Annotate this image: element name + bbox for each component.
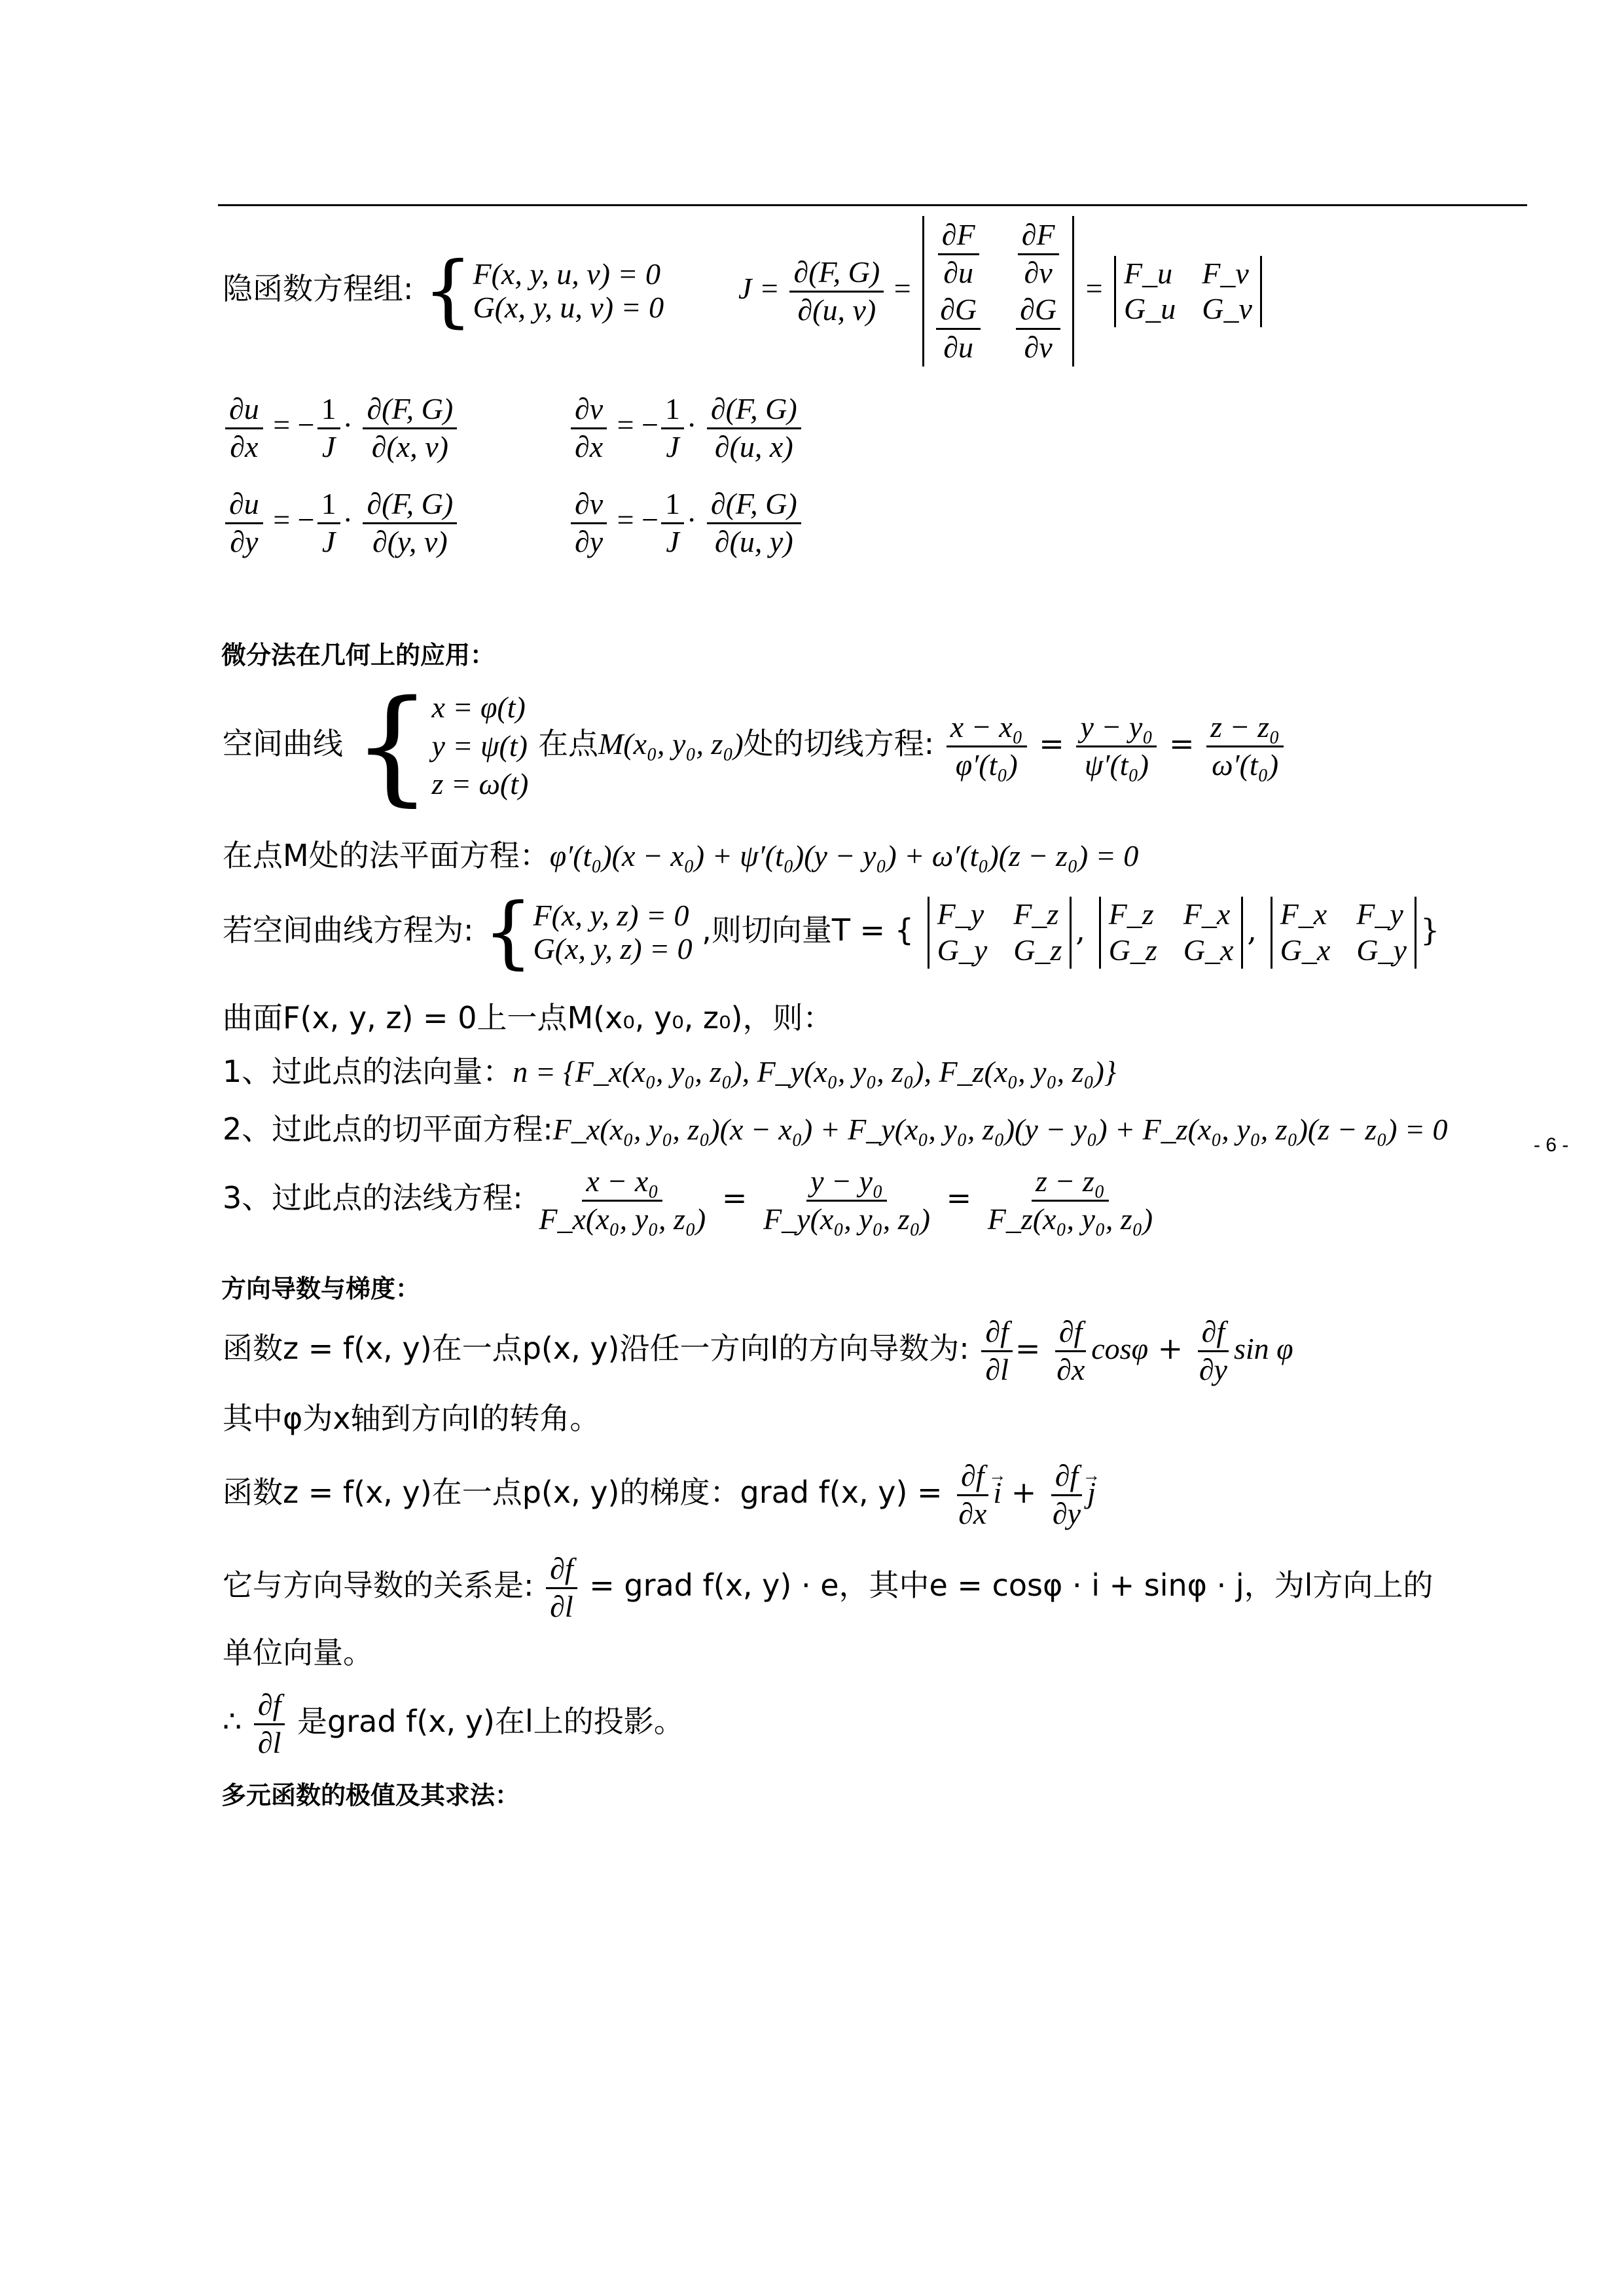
system-eq-g: G(x, y, u, v) = 0: [473, 291, 664, 324]
unit-vector-line: 单位向量。: [223, 1635, 373, 1670]
partial-uy: $\frac{\partial u}{\partial y}$ = − $\frac{1}{J}$ · $\frac{\partial(F, G)}{\partial(y, v)}$: [223, 488, 460, 558]
jacobian-line: J = $\frac{\partial(F, G)}{\partial(u, v)}$ = $\frac{\partial F}{\partial u}$ $\frac{\partial F}{\partial v}$ $\frac{\partial G}{\partial u}$ $\frac{\partial G}{\partial v}$ = F_u F_v G_u G_v: [738, 216, 1266, 367]
partial-ux: $\frac{\partial u}{\partial x}$ = − $\frac{1}{J}$ · $\frac{\partial(F, G)}{\partial(x, v)}$: [223, 393, 460, 463]
gradient-line: 函数z = f(x, y)在一点p(x, y)的梯度：grad f(x, y) = $\frac{\partial f}{\partial x}$ → i + $\frac{\partial f}{\partial y}$ → j: [223, 1460, 1096, 1530]
curve-system: { F(x, y, z) = 0 G(x, y, z) = 0: [483, 887, 693, 978]
directional-heading: 方向导数与梯度：: [221, 1274, 421, 1303]
normal-plane-line: 在点M处的法平面方程：φ′(t₀)(x − x₀) + ψ′(t₀)(y − y₀) + ω′(t₀)(z − z₀) = 0: [223, 838, 1139, 873]
gradient-relation-line: 它与方向导数的关系是: $\frac{\partial f}{\partial l}$ = grad f(x, y) · e，其中e = cosφ · i + sinφ · j，为l方向上的: [223, 1552, 1434, 1623]
normal-line-line: 3、过此点的法线方程: $\frac{\text{x − x₀}}{\text{F\_x(x₀, y₀, z₀)}}$ = $\frac{\text{y − y₀}}{\text{F\_y(x₀, y₀, z₀)}}$ = $\frac{\text{z − z₀}}{\text{F\_z(x₀, y₀, z₀)}}$: [223, 1165, 1159, 1236]
surface-line: 曲面F(x, y, z) = 0上一点M(x₀, y₀, z₀)，则：: [223, 1000, 833, 1035]
angle-note-line: 其中φ为x轴到方向l的转角。: [223, 1401, 600, 1436]
header-rule: [218, 204, 1527, 206]
geometry-heading: 微分法在几何上的应用：: [221, 641, 496, 670]
curve-system-line: 若空间曲线方程为: { F(x, y, z) = 0 G(x, y, z) = 0 ,则切向量T = { F_y F_z G_y G_z , F_z F_x G_z G_x , F_x F_y G_x G_y }: [223, 887, 1440, 978]
tangent-frac-x: $\frac{\text{x − x₀}}{\text{φ′(t₀)}}$: [947, 711, 1027, 781]
implicit-system: { F(x, y, u, v) = 0 G(x, y, u, v) = 0: [423, 245, 664, 336]
partial-vy: $\frac{\partial v}{\partial y}$ = − $\frac{1}{J}$ · $\frac{\partial(F, G)}{\partial(u, y)}$: [568, 488, 804, 558]
system-eq-f: F(x, y, u, v) = 0: [473, 257, 660, 291]
directional-derivative-line: 函数z = f(x, y)在一点p(x, y)沿任一方向l的方向导数为: $\frac{\partial f}{\partial l}$ = $\frac{\partial f}{\partial x}$ cosφ + $\frac{\partial f}{\partial y}$ sin φ: [223, 1315, 1293, 1386]
jacobian-det-partials: $\frac{\partial F}{\partial u}$ $\frac{\partial F}{\partial v}$ $\frac{\partial G}{\partial u}$ $\frac{\partial G}{\partial v}$: [922, 216, 1074, 367]
normal-frac-z: $\frac{\text{z − z₀}}{\text{F\_z(x₀, y₀, z₀)}}$: [987, 1164, 1153, 1236]
normal-vector-line: 1、过此点的法向量：n = {F_x(x₀, y₀, z₀), F_y(x₀, y₀, z₀), F_z(x₀, y₀, z₀)}: [223, 1054, 1117, 1089]
jacobian-fraction: $\frac{\partial(F, G)}{\partial(u, v)}$: [789, 256, 884, 327]
normal-frac-x: $\frac{\text{x − x₀}}{\text{F\_x(x₀, y₀, z₀)}}$: [539, 1164, 706, 1236]
tangent-vector-det-3: F_x F_y G_x G_y: [1271, 897, 1416, 968]
page-number: - 6 -: [1534, 1134, 1569, 1156]
partial-vx: $\frac{\partial v}{\partial x}$ = − $\frac{1}{J}$ · $\frac{\partial(F, G)}{\partial(u, x)}$: [568, 393, 804, 463]
tangent-vector-det-2: F_z F_x G_z G_x: [1099, 897, 1244, 968]
tangent-frac-y: $\frac{\text{y − y₀}}{\text{ψ′(t₀)}}$: [1076, 711, 1157, 781]
implicit-system-label: 隐函数方程组: [223, 271, 403, 306]
tangent-plane-line: 2、过此点的切平面方程:F_x(x₀, y₀, z₀)(x − x₀) + F_y(x₀, y₀, z₀)(y − y₀) + F_z(x₀, y₀, z₀)(z − z₀) = 0: [223, 1111, 1448, 1147]
tangent-frac-z: $\frac{\text{z − z₀}}{\text{ω′(t₀)}}$: [1206, 711, 1284, 781]
space-curve-line: 空间曲线 { x = φ(t) y = ψ(t) z = ω(t) 在点M(x₀, y₀, z₀)处的切线方程: $\frac{\text{x − x₀}}{\text{φ′(t₀)}}$ = $\frac{\text{y − y₀}}{\text{ψ′(t₀)}}$ = $\frac{\text{z − z₀}}{\text{ω′(t₀)}}$: [223, 684, 1286, 808]
normal-frac-y: $\frac{\text{y − y₀}}{\text{F\_y(x₀, y₀, z₀)}}$: [763, 1164, 930, 1236]
implicit-system-line: 隐函数方程组: { F(x, y, u, v) = 0 G(x, y, u, v) = 0: [223, 245, 664, 336]
tangent-vector-det-1: F_y F_z G_y G_z: [928, 897, 1072, 968]
param-system: { x = φ(t) y = ψ(t) z = ω(t): [352, 673, 529, 818]
projection-line: ∴ $\frac{\partial f}{\partial l}$ 是grad f(x, y)在l上的投影。: [223, 1688, 684, 1759]
jacobian-det-subscripts: F_u F_v G_u G_v: [1114, 256, 1262, 327]
extremum-heading: 多元函数的极值及其求法：: [221, 1781, 520, 1810]
